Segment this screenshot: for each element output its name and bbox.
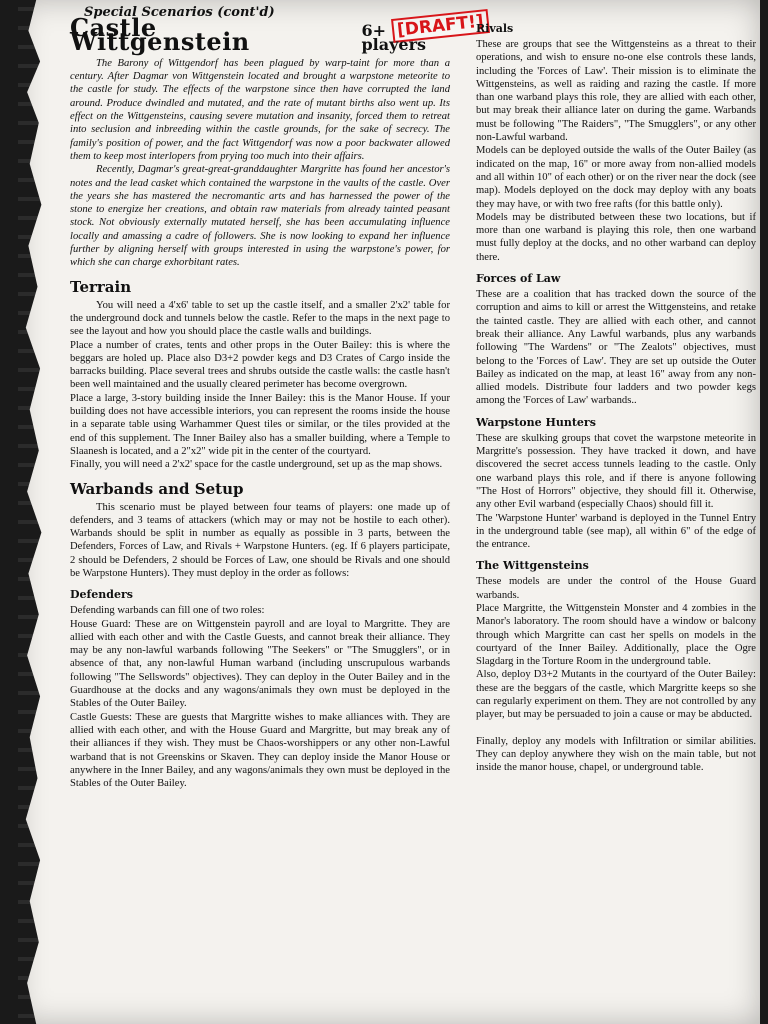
rivals-paragraph: Models may be distributed between these two locations, but if more than one warband is playing this role, then one warband must fully deploy at the docks, and no other warband can deploy there. <box>476 211 756 263</box>
terrain-heading: Terrain <box>70 277 132 296</box>
terrain-paragraph: Finally, you will need a 2'x2' space for the castle underground, set up as the map shows. <box>70 459 443 471</box>
warbands-heading: Warbands and Setup <box>70 479 244 498</box>
wittgensteins-paragraph: Finally, deploy any models with Infiltration or similar abilities. They can deploy anywhere they wish on the main table, but not inside the manor house, chapel, or underground table. <box>476 735 756 774</box>
intro-paragraph: The Barony of Wittgendorf has been plagued by warp-taint for more than a century. After Dagmar von Wittgenstein located and brought a warpstone meteorite to the castle for study. The effects of the warpstone since then have corrupted the land around. Produce dwindled and mutated, and the rate of mutant births also went up. Its effect on the Wittgensteins, causing severe mutation and insanity, forced them to retreat into seclusion and inbreeding within the castle grounds, for the sake of secrecy. The family's position of power, and the fact Wittgendorf was now a poor backwater allowed them to keep most interlopers from prying too much into their affairs. <box>70 57 450 162</box>
defenders-paragraph: Defending warbands can fill one of two roles: <box>70 605 265 617</box>
terrain-paragraph: Place a large, 3-story building inside the Inner Bailey: this is the Manor House. If your building does not have accessible interiors, you can represent the rooms inside the house in a separate table using Warhammer Quest tiles or similar, or the tiles provided at the end of this supplement. The Inner Bailey also has a smaller building, where a Temple to Slaanesh is located, and a 2"x2" wide pit in the center of the courtyard. <box>70 392 450 457</box>
right-column <box>476 22 756 775</box>
wittgensteins-paragraph: These models are under the control of the House Guard warbands. <box>476 576 756 601</box>
forces-heading: Forces of Law <box>476 272 561 286</box>
defenders-paragraph: Castle Guests: These are guests that Margritte wishes to make alliances with. They are allied with each other, and with the House Guard and Margritte, but may break any of their alliances if they wish. They must be Chaos-worshippers or any other non-Lawful warband that is not Greenskins or Skaven. They can deploy inside the Manor House or anywhere in the Inner Bailey, and any wagons/animals they own must be deployed in the Stables of the Outer Bailey. <box>70 711 450 790</box>
wittgensteins-paragraph: Also, deploy D3+2 Mutants in the courtyard of the Outer Bailey: these are the beggars of the castle, which Margritte keeps so she can regularly experiment on them. They are not controlled by any player, but may be persuaded to join a cause or may be abducted. <box>476 669 756 721</box>
rivals-heading: Rivals <box>476 22 514 35</box>
hunters-heading: Warpstone Hunters <box>476 415 596 429</box>
hunters-paragraph: The 'Warpstone Hunter' warband is deployed in the Tunnel Entry in the underground table (see map), all within 6" of the edge of the entrance. <box>476 512 756 551</box>
draft-stamp: [DRAFT!] <box>391 9 490 43</box>
defenders-heading: Defenders <box>70 588 133 602</box>
rivals-paragraph: Models can be deployed outside the walls of the Outer Bailey (as indicated on the map, 16" or more away from non-allied models and all within 10" of each other) or on the river near the dock (see map). Models deployed on the dock may deploy with any boats they may have, or with two free rafts (for this battle only). <box>476 145 756 210</box>
left-column <box>70 6 450 790</box>
forces-paragraph: These are a coalition that has tracked down the source of the corruption and aims to kill or arrest the Wittgensteins, and retake the tainted castle. They are allied with each other, and cannot break their alliance. Any Lawful warbands, plus any warbands following "The Wardens" or "The Zealots" objectives, must belong to the 'Forces of Law'. They are set up outside the Outer Bailey as indicated on the map, at least 16" away from any non-allied models. Distribute four ladders and two powder kegs among the 'Forces of Law' warbands.. <box>476 289 756 407</box>
terrain-paragraph: You will need a 4'x6' table to set up the castle itself, and a smaller 2'x2' table for the underground dock and tunnels below the castle. Refer to the maps in the next page to see the layout and how you should place the castle walls and buildings. <box>70 299 450 338</box>
wittgensteins-paragraph: Place Margritte, the Wittgenstein Monster and 4 zombies in the Manor's laboratory. The room should have a window or balcony through which Margritte can cast her spells on models in the courtyard of the Inner Bailey. Additionally, place the Ogre Slagdarg in the Torture Room in the underground table. <box>476 602 756 668</box>
hunters-paragraph: These are skulking groups that covet the warpstone meteorite in Margritte's possession. They have tracked it down, and have discovered the secret access tunnels leading to the castle. Only one warband plays this role, and if there is anyone following "The Host of Horrors" objective, they should fill it. Otherwise, any other Evil warband (especially Chaos) should fill it. <box>476 432 756 511</box>
terrain-paragraph: Place a number of crates, tents and other props in the Outer Bailey: this is where the beggars are holed up. Place also D3+2 powder kegs and D3 Crates of Cargo inside the barracks building. Place several trees and shrubs outside the castle walls: the castle hasn't been well maintained and the usually cleared perimeter has become overgrown. <box>70 339 450 391</box>
intro-text <box>70 57 450 270</box>
rivals-paragraph: These are groups that see the Wittgensteins as a threat to their operations, and wish to ensure no-one else controls these lands, including the 'Forces of Law'. Their mission is to eliminate the Wittgensteins, as well as raiding and razing the castle. If more than one warband plays this role, they are allied with each other, but may break their alliance later on during the game. Warbands must be following "The Raiders", "The Smugglers", or any other non-Lawful warband. <box>476 39 756 144</box>
intro-paragraph: Recently, Dagmar's great-great-granddaughter Margritte has found her ancestor's notes and the lead casket which contained the warpstone in the vaults of the castle. Over the years she has mastered the necromantic arts and has harnessed the power of the stone to energize her creations, and obtain raw materials from already tainted peasant stock. Not obviously externally mutated herself, she has been accumulating influence locally and amassing a cadre of followers. She is now looking to expand her influence further by aligning herself with groups interested in using the warpstone's power, for which she can charge exhorbitant rates. <box>70 164 450 269</box>
spacer <box>476 722 756 735</box>
wittgensteins-heading: The Wittgensteins <box>476 559 589 573</box>
warbands-paragraph: This scenario must be played between four teams of players: one made up of defenders, and 3 teams of attackers (which may or may not be hostile to each other). Warbands should be split in number as equally as possible in 3 parts, between the Defenders, Forces of Law, and Rivals + Warpstone Hunters. (eg. If 6 players participate, 2 should be Defenders, 2 should be Forces of Law, one should be Rivals and one should be Warpstone Hunters). They must deploy in the order as follows: <box>70 501 450 579</box>
torn-edge <box>18 0 44 1024</box>
page <box>18 0 760 1024</box>
defenders-paragraph: House Guard: These are on Wittgenstein payroll and are loyal to Margritte. They are allied with each other and with the Castle Guests, and cannot break their alliance. They may be any non-lawful warbands following "The Seekers" or "The Smugglers", or in absence of that, any non-lawful Human warband (including unscrupulous warbands following "The Sellswords" objectives). They can deploy in the Outer Bailey and in the Guardhouse at the docks and any wagons/animals they own must be deployed in the Stables of the Outer Bailey. <box>70 618 450 710</box>
player-count: 6+ players <box>361 21 427 54</box>
page-title: Castle Wittgenstein <box>70 13 250 56</box>
section-kicker: Special Scenarios (cont'd) <box>84 5 275 20</box>
